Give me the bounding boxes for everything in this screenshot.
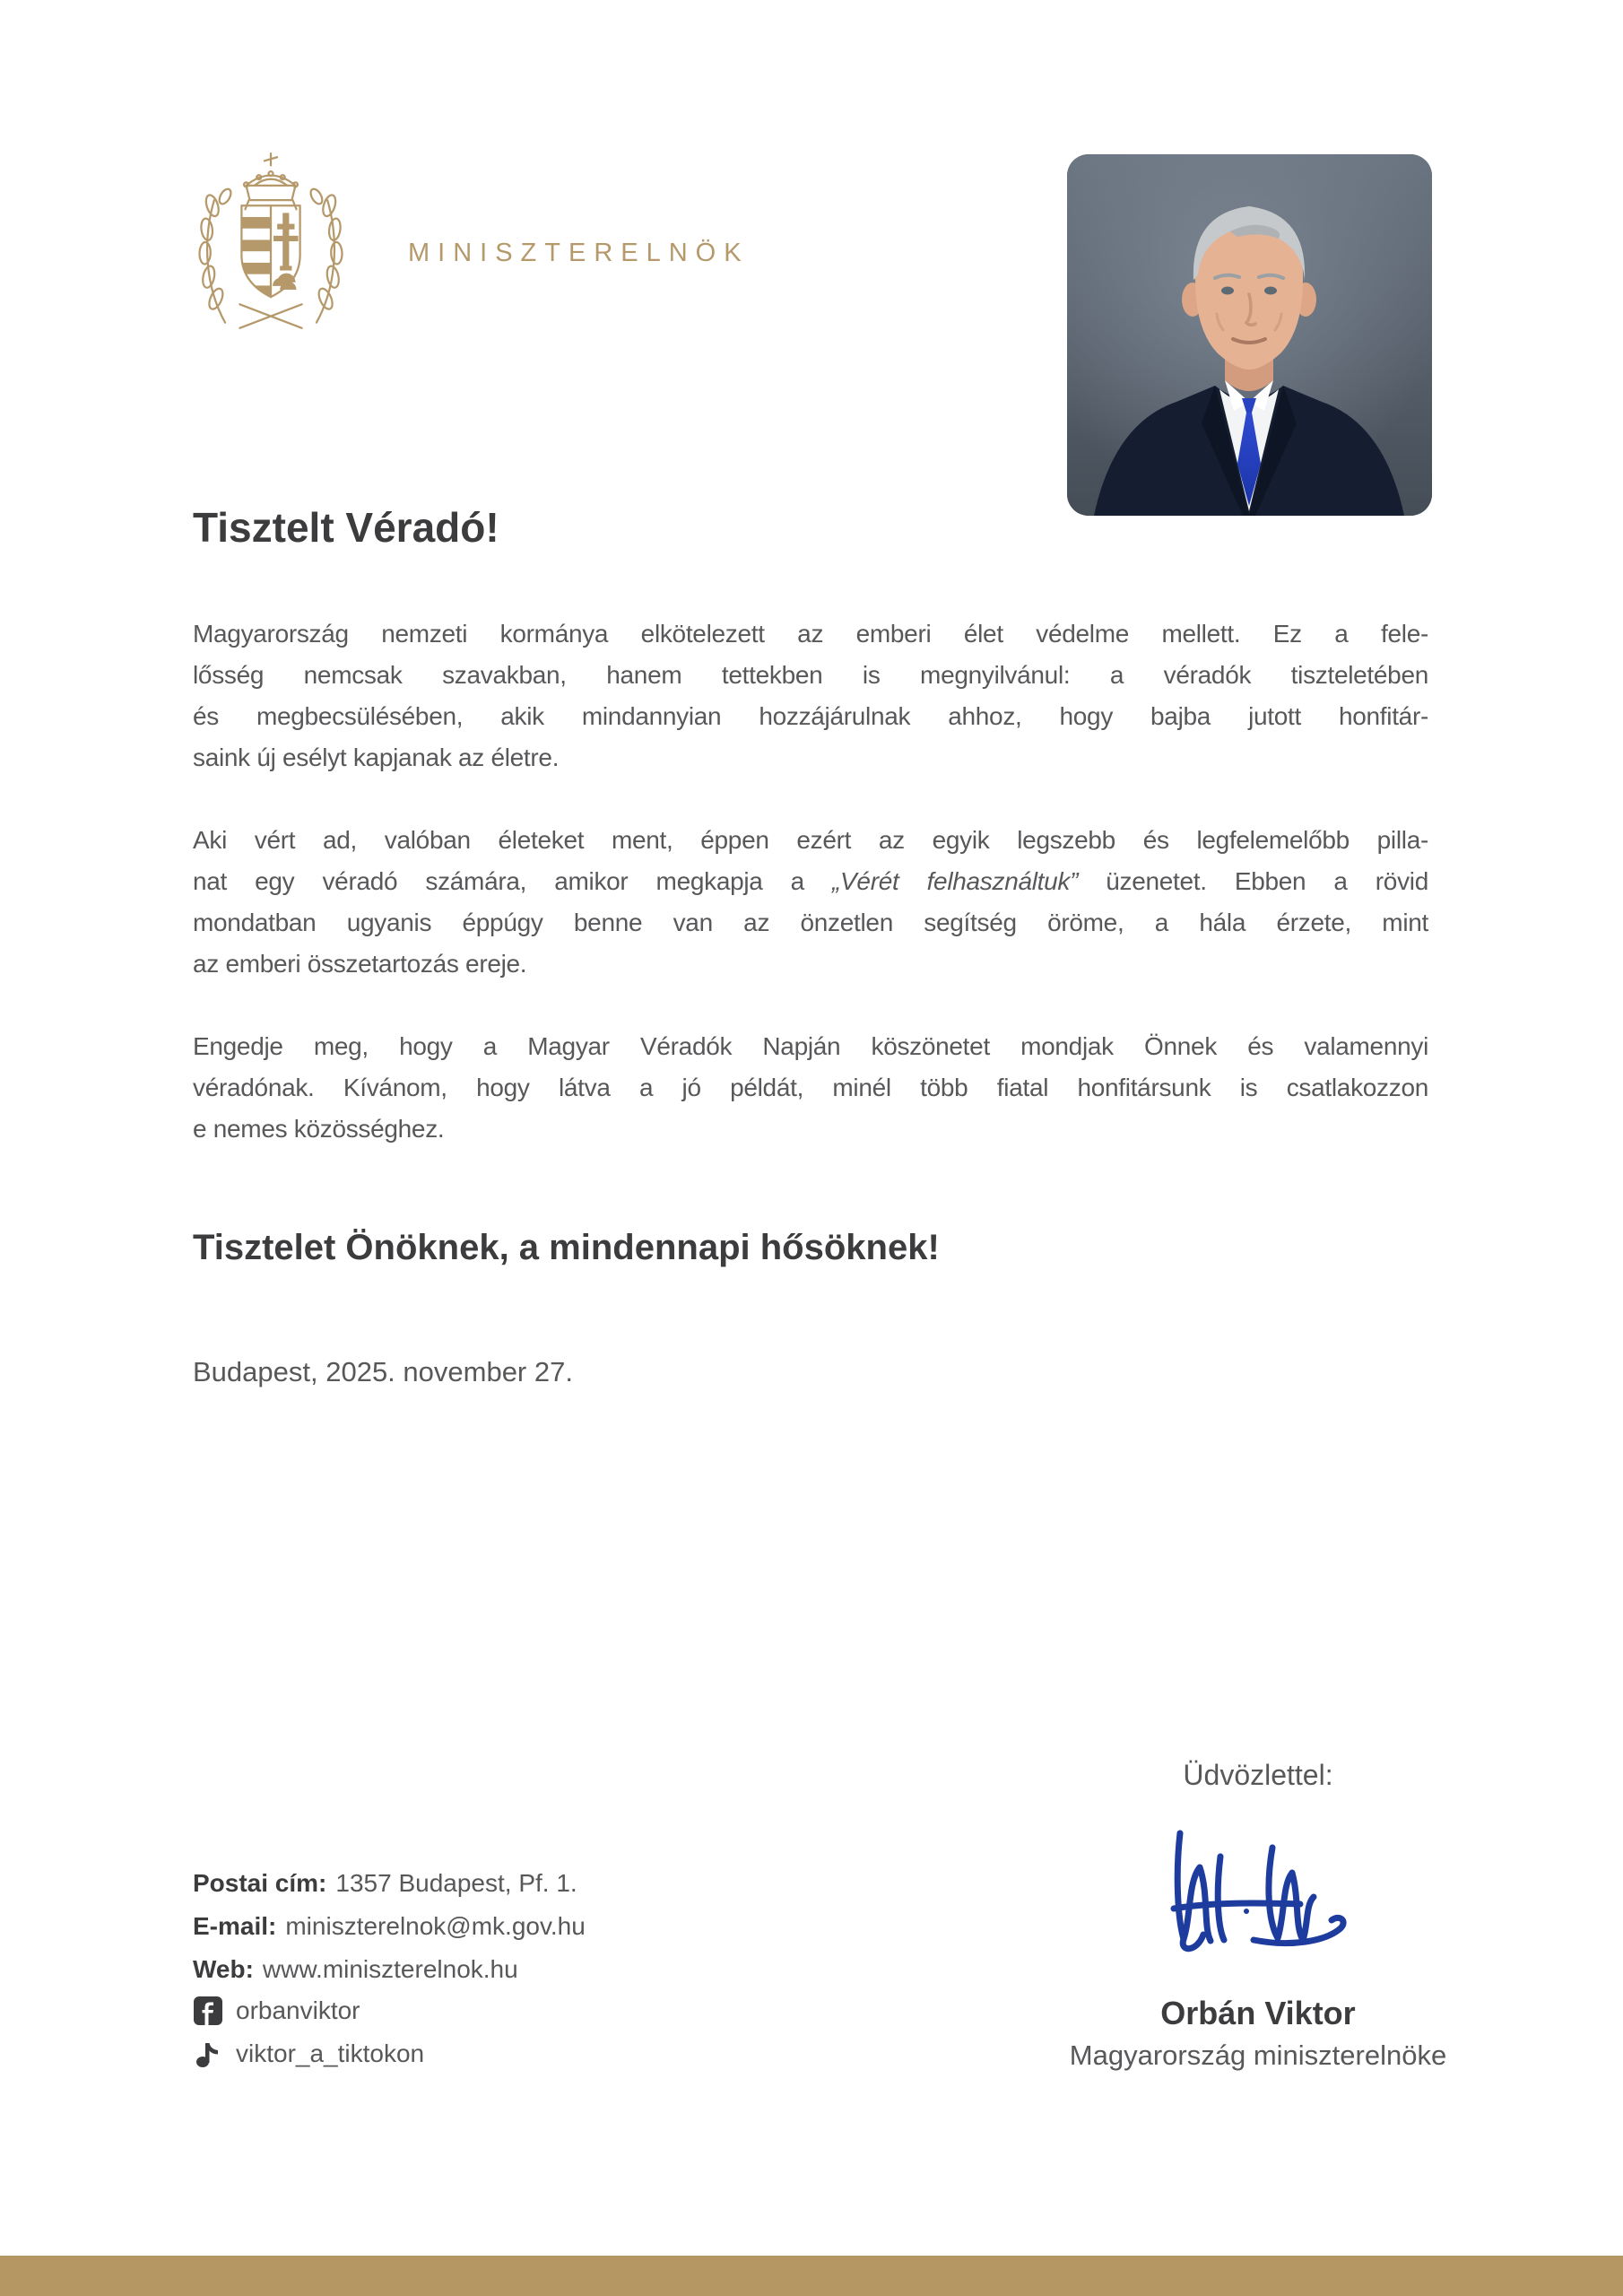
- signatory-title: Magyarország miniszterelnöke: [1069, 2039, 1447, 2071]
- facebook-handle: orbanviktor: [236, 1996, 360, 2024]
- wordmark-miniszterelnok: MINISZTERELNÖK: [408, 239, 750, 267]
- email-value: miniszterelnok@mk.gov.hu: [285, 1912, 586, 1940]
- letter-body: [193, 613, 1428, 1191]
- paragraph-line: véradónak. Kívánom, hogy látva a jó példát, minél több fiatal honfitársunk is csatlakozzon: [193, 1074, 1428, 1101]
- paragraph-line: saink új esélyt kapjanak az életre.: [193, 744, 560, 771]
- paragraph-line: Magyarország nemzeti kormánya elkötelezett az emberi élet védelme mellett. Ez a fele-: [193, 620, 1428, 648]
- web-value: www.miniszterelnok.hu: [262, 1955, 518, 1983]
- postal-address-row: [193, 1864, 577, 1903]
- valediction: Üdvözlettel:: [1183, 1759, 1333, 1791]
- postal-label: Postai cím:: [193, 1869, 327, 1897]
- footer-gold-bar: [0, 2256, 1623, 2296]
- paragraph-2: [193, 820, 1428, 985]
- email-row: [193, 1907, 586, 1946]
- quoted-phrase-italic: „Vérét felhasználtuk”: [832, 867, 1079, 895]
- paragraph-3: [193, 1026, 1428, 1150]
- paragraph-line: az emberi összetartozás ereje.: [193, 950, 527, 978]
- paragraph-line: mondatban ugyanis éppúgy benne van az önzetlen segítség öröme, a hála érzete, mint: [193, 909, 1428, 936]
- paragraph-1: [193, 613, 1428, 778]
- paragraph-line: nat egy véradó számára, amikor megkapja a „Vérét felhasználtuk” üzenetet. Ebben a rövid: [193, 867, 1428, 895]
- web-row: [193, 1950, 518, 1989]
- tiktok-row: [193, 2034, 424, 2074]
- tiktok-icon: [193, 2039, 223, 2069]
- postal-value: 1357 Budapest, Pf. 1.: [335, 1869, 577, 1897]
- paragraph-line: e nemes közösséghez.: [193, 1115, 445, 1143]
- email-label: E-mail:: [193, 1912, 277, 1940]
- salutation-heading: Tisztelt Véradó!: [193, 503, 499, 551]
- signatory-name: Orbán Viktor: [1160, 1995, 1356, 2031]
- dateline: Budapest, 2025. november 27.: [193, 1356, 573, 1387]
- paragraph-line: Engedje meg, hogy a Magyar Véradók Napján köszönetet mondjak Önnek és valamennyi: [193, 1032, 1428, 1060]
- paragraph-line: Aki vért ad, valóban életeket ment, éppen ezért az egyik legszebb és legfelemelőbb pilla-: [193, 826, 1428, 854]
- facebook-icon: [193, 1996, 223, 2026]
- facebook-row: [193, 1991, 360, 2031]
- closing-statement: Tisztelet Önöknek, a mindennapi hősöknek!: [193, 1228, 940, 1267]
- paragraph-line: lősség nemcsak szavakban, hanem tettekben is megnyilvánul: a véradók tiszteletében: [193, 661, 1428, 689]
- portrait-photo: [1067, 154, 1432, 516]
- tiktok-handle: viktor_a_tiktokon: [236, 2039, 425, 2067]
- handwritten-signature: [1163, 1821, 1362, 1955]
- coat-of-arms-icon: [188, 145, 353, 339]
- paragraph-line: és megbecsülésében, akik mindannyian hozzájárulnak ahhoz, hogy bajba jutott honfitár-: [193, 702, 1428, 730]
- portrait-orban-viktor-illustration: [1067, 154, 1432, 516]
- web-label: Web:: [193, 1955, 254, 1983]
